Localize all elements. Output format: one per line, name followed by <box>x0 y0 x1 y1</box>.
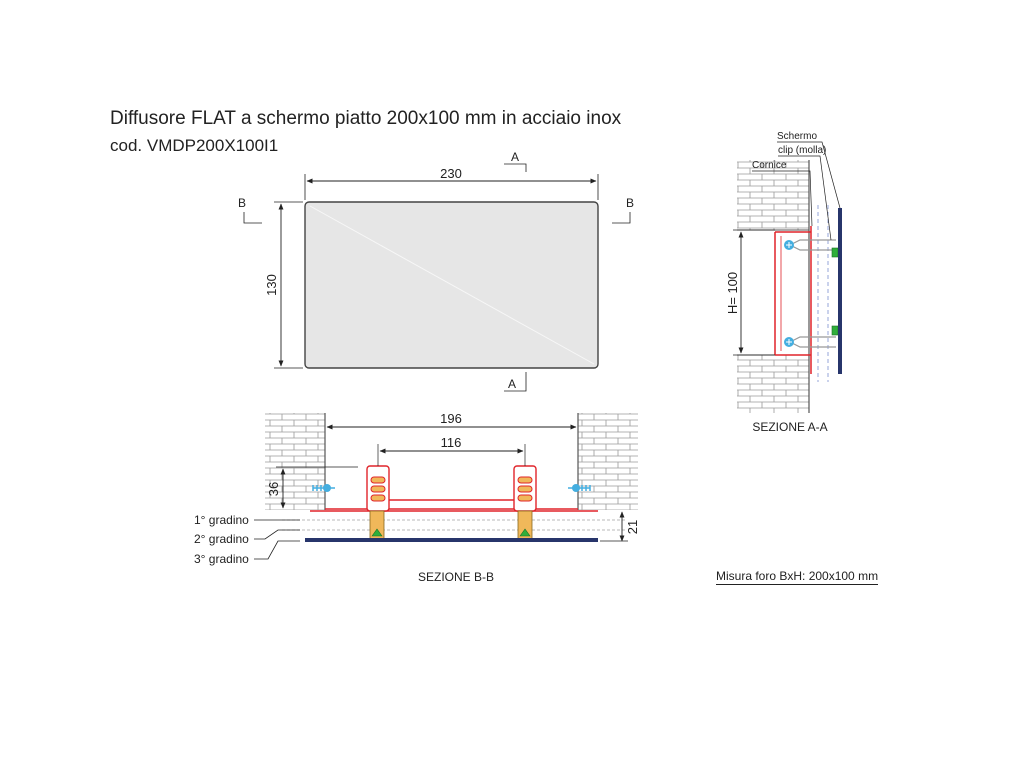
step-leader-3 <box>254 541 300 559</box>
wall-bottom <box>737 355 809 413</box>
dim-116-value: 116 <box>440 435 462 450</box>
section-a-top-mark <box>504 164 526 172</box>
callout-schermo: Schermo <box>777 131 818 142</box>
section-a-top-label: A <box>511 150 520 164</box>
section-aa-label: SEZIONE A-A <box>752 420 828 434</box>
clip-arm-bottom <box>790 337 836 347</box>
section-b-left-mark <box>244 212 262 223</box>
clip-arm-top <box>790 240 836 250</box>
front-view <box>238 150 634 391</box>
dim-36-value: 36 <box>266 481 281 497</box>
dim-196-value: 196 <box>440 411 462 426</box>
section-b-right-mark <box>612 212 630 223</box>
drawing-title: Diffusore FLAT a schermo piatto 200x100 mm in acciaio inox <box>110 108 622 129</box>
spring-bottom <box>832 326 838 335</box>
product-code: cod. VMDP200X100I1 <box>110 136 279 155</box>
step-label-1: 1° gradino <box>194 513 249 527</box>
frame-outline <box>310 500 598 511</box>
callout-clip: clip (molla) <box>778 145 827 156</box>
step-label-3: 3° gradino <box>194 552 249 566</box>
bracket-right <box>514 466 536 539</box>
section-bb-label: SEZIONE B-B <box>417 570 495 584</box>
hole-size-note: Misura foro BxH: 200x100 mm <box>716 569 879 583</box>
screen-plate <box>305 538 598 542</box>
section-b-right-label: B <box>626 196 635 210</box>
step-leader-2 <box>254 530 300 539</box>
step-label-2: 2° gradino <box>194 532 249 546</box>
bracket-left <box>367 466 389 539</box>
screw-top-icon <box>784 240 794 250</box>
dim-21-value: 21 <box>625 519 640 535</box>
frame-aa <box>775 226 811 374</box>
spring-top <box>832 248 838 257</box>
section-aa <box>725 131 842 434</box>
section-a-bottom-label: A <box>508 377 517 391</box>
section-b-left-label: B <box>238 196 247 210</box>
dim-h-value: H= 100 <box>725 271 740 315</box>
screw-bottom-icon <box>784 337 794 347</box>
wall-right <box>578 413 638 510</box>
section-bb <box>194 411 640 584</box>
width-value: 230 <box>440 166 462 181</box>
height-value: 130 <box>264 274 279 296</box>
callout-cornice: Cornice <box>752 160 787 171</box>
screen-aa <box>838 208 842 374</box>
